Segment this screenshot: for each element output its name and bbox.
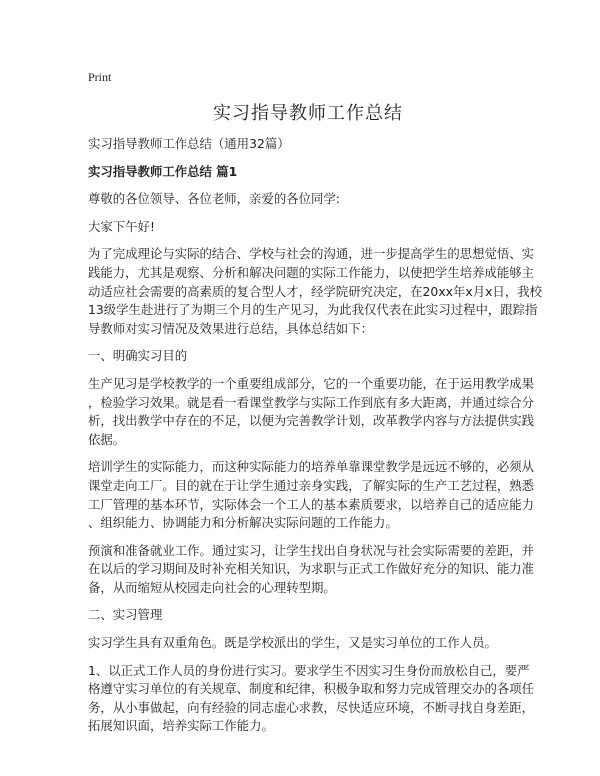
paragraph-line: 动适应社会需要的高素质的复合型人才，经学院研究决定，在20xx年x月x日，我校 (88, 283, 542, 299)
document (88, 70, 542, 745)
paragraph (88, 458, 535, 532)
paragraph (88, 606, 528, 625)
paragraph-line: 为了完成理论与实际的结合、学校与社会的沟通，进一步提高学生的思想觉悟、实 (88, 246, 535, 262)
paragraph (88, 190, 528, 209)
paragraph-line: 生产见习是学校教学的一个重要组成部分，它的一个重要功能，在于运用教学成果 (88, 375, 535, 391)
paragraph (88, 245, 542, 338)
paragraph-line: 践能力，尤其是观察、分析和解决问题的实际工作能力，以使把学生培养成能够主 (88, 264, 535, 280)
paragraph-line: 培训学生的实际能力，而这种实际能力的培养单靠课堂教学是远远不够的，必须从 (88, 459, 535, 475)
section-heading: 实习指导教师工作总结 篇1 (88, 163, 238, 179)
paragraph-line: 一、明确实习目的 (88, 348, 188, 364)
paragraph (88, 218, 528, 237)
paragraph-line: 大家下午好! (88, 218, 155, 234)
paragraph-line: 依据。 (88, 431, 126, 447)
paragraph-line: 格遵守实习单位的有关规章、制度和纪律，积极争取和努力完成管理交办的各项任 (88, 681, 535, 697)
paragraph (88, 634, 528, 653)
paragraph-line: 务，从小事做起，向有经验的同志虚心求教，尽快适应环境，不断寻找自身差距， (88, 699, 535, 715)
paragraph-line: ，检验学习效果。就是看一看课堂教学与实际工作到底有多大距离，并通过综合分 (88, 394, 535, 410)
paragraph-line: 备，从而缩短从校园走向社会的心理转型期。 (88, 579, 336, 595)
paragraph-line: 尊敬的各位领导、各位老师，亲爱的各位同学: (88, 191, 340, 207)
paragraph-line: 在以后的学习期间及时补充相关知识，为求职与正式工作做好充分的知识、能力准 (88, 561, 535, 577)
paragraph-line: 拓展知识面，培养实际工作能力。 (88, 718, 274, 734)
paragraph-line: 1、以正式工作人员的身份进行实习。要求学生不因实习生身份而放松自己，要严 (88, 662, 530, 678)
print-label: Print (88, 70, 112, 84)
paragraph (88, 542, 535, 598)
paragraph-line: 课堂走向工厂。目的就在于让学生通过亲身实践，了解实际的生产工艺过程，熟悉 (88, 477, 535, 493)
paragraph-line: 预演和准备就业工作。通过实习，让学生找出自身状况与社会实际需要的差距，并 (88, 542, 535, 558)
document-body (88, 190, 542, 736)
paragraph-line: 导教师对实习情况及效果进行总结，具体总结如下： (88, 320, 373, 336)
paragraph (88, 347, 528, 366)
paragraph-line: 13级学生赴进行了为期三个月的生产见习，为此我仅代表在此实习过程中，跟踪指 (88, 302, 538, 318)
paragraph-line: 析，找出教学中存在的不足，以便为完善教学计划，改革教学内容与方法提供实践 (88, 413, 535, 429)
paragraph-line: 二、实习管理 (88, 607, 163, 623)
page-title: 实习指导教师工作总结 (213, 103, 403, 124)
paragraph-line: 工厂管理的基本环节，实际体会一个工人的基本素质要求，以培养自己的适应能力 (88, 496, 535, 512)
paragraph-line: 、组织能力、协调能力和分析解决实际问题的工作能力。 (88, 515, 398, 531)
paragraph-line: 实习学生具有双重角色。既是学校派出的学生，又是实习单位的工作人员。 (88, 635, 497, 651)
subtitle: 实习指导教师工作总结（通用32篇） (88, 136, 290, 151)
paragraph (88, 375, 535, 449)
paragraph (88, 662, 535, 736)
